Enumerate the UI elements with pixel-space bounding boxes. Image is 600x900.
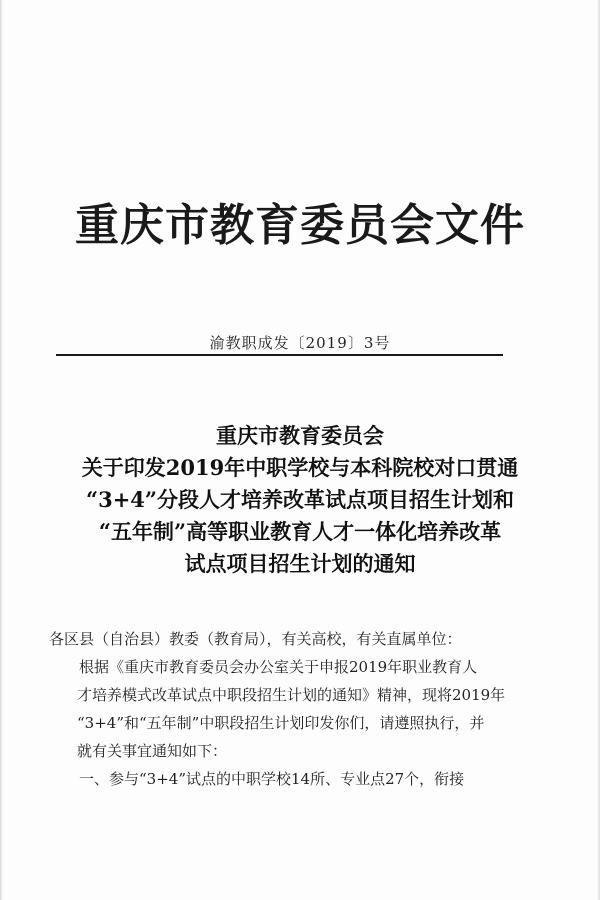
document-number: 渝教职成发〔2019〕3号: [209, 334, 391, 352]
title-line-5: 试点项目招生计划的通知: [184, 551, 416, 576]
title-line-3: “3+4”分段人才培养改革试点项目招生计划和: [86, 487, 514, 512]
scan-edge-left: [0, 0, 3, 900]
title-line-2: 关于印发2019年中职学校与本科院校对口贯通: [81, 455, 519, 480]
document-masthead: 重庆市教育委员会文件: [75, 200, 525, 251]
title-line-1: 重庆市教育委员会: [216, 423, 384, 448]
header-separator-line: [56, 354, 503, 356]
document-body: [49, 625, 517, 793]
salutation: 各区县（自治县）教委（教育局），有关高校，有关直属单位：: [49, 630, 462, 648]
document-title: [40, 420, 560, 580]
paragraph-1-line-4: 就有关事宜通知如下：: [77, 742, 228, 760]
paragraph-1-line-3: “3+4”和“五年制”中职段招生计划印发你们，请遵照执行，并: [77, 714, 485, 732]
paragraph-1-line-2: 才培养模式改革试点中职段招生计划的通知》精神，现将2019年: [77, 686, 506, 704]
title-line-4: “五年制”高等职业教育人才一体化培养改革: [98, 519, 502, 544]
paragraph-2-line-1: 一、参与“3+4”试点的中职学校14所、专业点27个，衔接: [79, 770, 465, 788]
paragraph-1-line-1: 根据《重庆市教育委员会办公室关于申报2019年职业教育人: [79, 658, 478, 676]
